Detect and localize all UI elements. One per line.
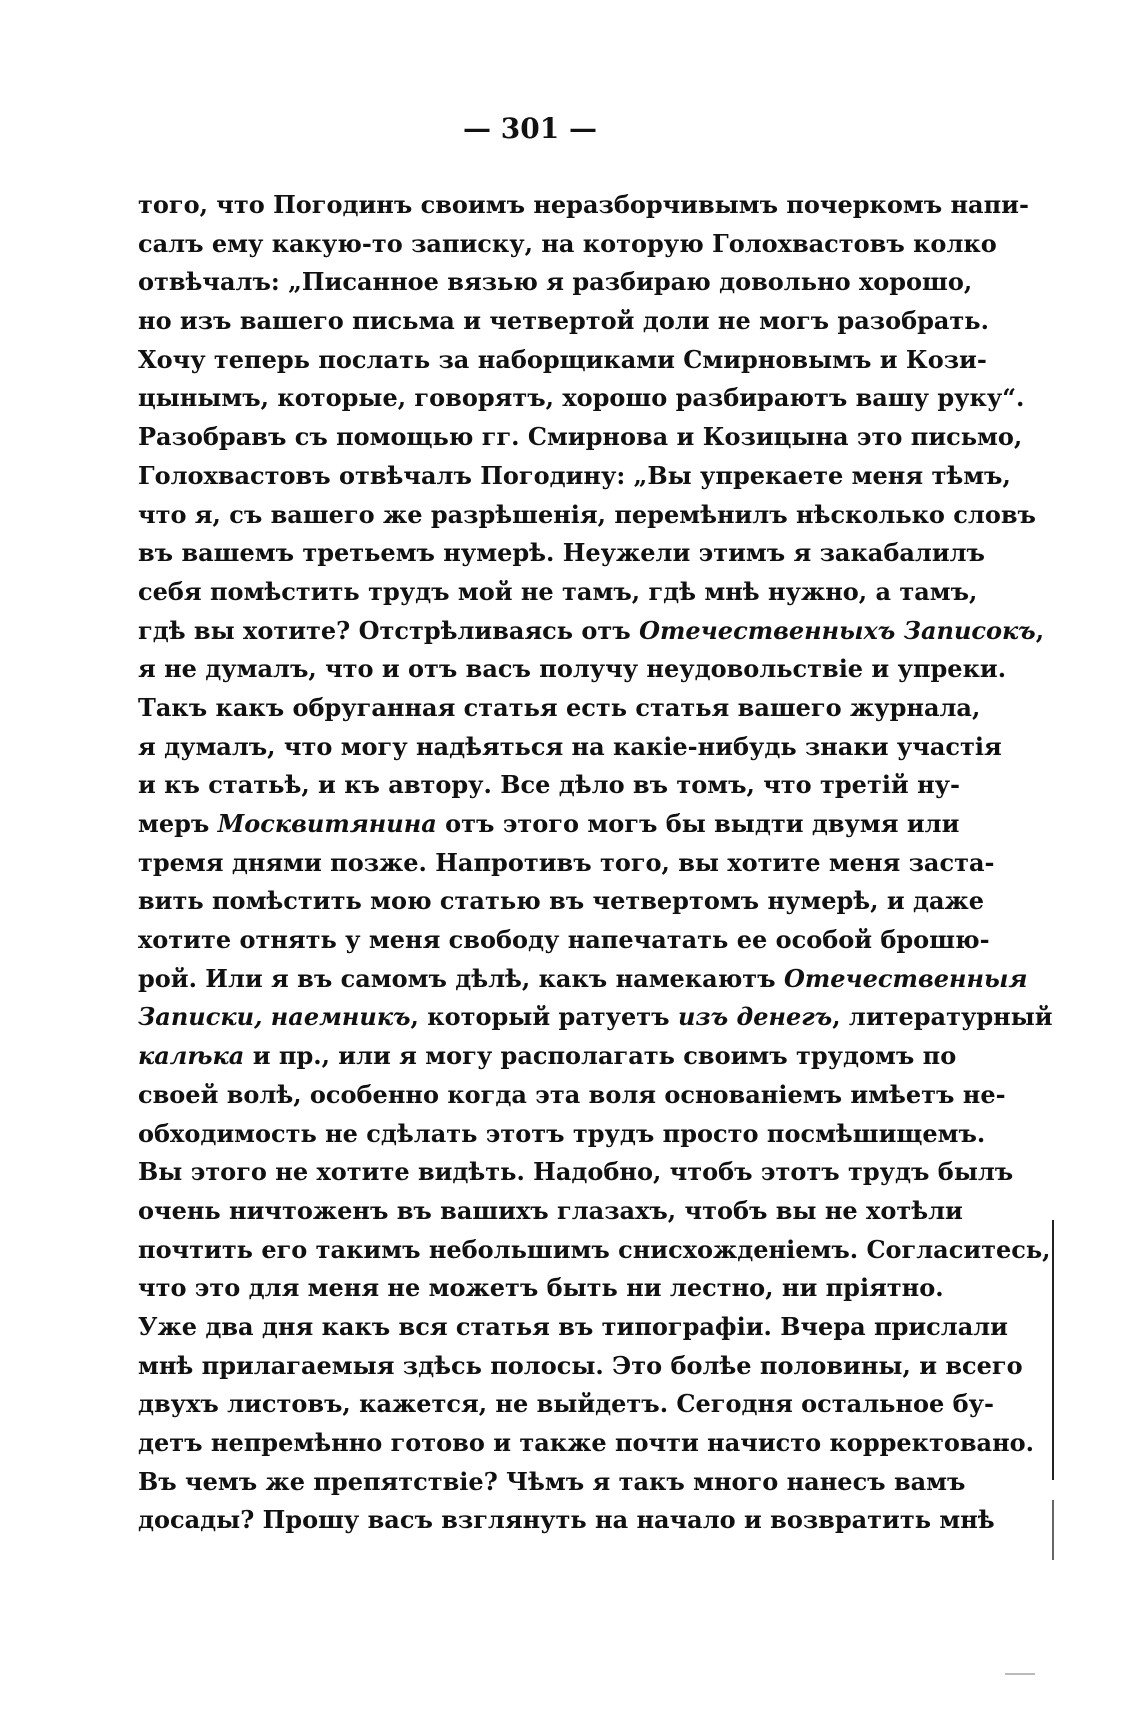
text-line: цынымъ, которые, говорятъ, хорошо разбираютъ вашу руку“. [138,383,1025,413]
text-line: калѣка и пр., или я могу располагать своимъ трудомъ по [138,1041,957,1071]
text-line: меръ Москвитянина отъ этого могъ бы выдти двумя или [138,809,960,838]
text-line: досады? Прошу васъ взглянуть на начало и возвратить мнѣ [138,1505,995,1535]
scan-edge-line [1052,1220,1054,1480]
italic-title: Записки, наемникъ [138,1002,411,1032]
italic-title: Отечественныя [783,963,1028,993]
italic-phrase: изъ денегъ [677,1002,833,1032]
text-line: Уже два дня какъ вся статья въ типографіи. Вчера прислали [138,1311,1008,1341]
text-line: тремя днями позже. Напротивъ того, вы хотите меня заста- [138,847,995,877]
text-line: салъ ему какую-то записку, на которую Голохвастовъ колко [138,228,997,258]
text-line: Записки, наемникъ, который ратуетъ изъ денегъ, литературный [138,1002,1053,1032]
text-line: своей волѣ, особенно когда эта воля основаніемъ имѣетъ не- [138,1079,1006,1109]
text-line: того, что Погодинъ своимъ неразборчивымъ почеркомъ напи- [138,190,1029,219]
body-text [138,186,1053,1540]
text-line: Разобравъ съ помощью гг. Смирнова и Козицына это письмо, [138,422,1023,452]
text-line: и къ статьѣ, и къ автору. Все дѣло въ томъ, что третій ну- [138,770,960,800]
italic-title: Отечественныхъ Записокъ [639,615,1036,645]
text-line: что это для меня не можетъ быть ни лестно, ни пріятно. [138,1273,944,1303]
text-line: мнѣ прилагаемыя здѣсь полосы. Это болѣе половины, и всего [138,1350,1023,1380]
text-line: рой. Или я въ самомъ дѣлѣ, какъ намекаютъ Отечественныя [138,963,1028,993]
text-line: хотите отнять у меня свободу напечатать ее особой брошю- [138,925,990,955]
text-line: обходимость не сдѣлать этотъ трудъ просто посмѣшищемъ. [138,1118,986,1148]
italic-phrase: калѣка [138,1041,245,1071]
scan-artifact [1005,1673,1035,1675]
text-line: я не думалъ, что и отъ васъ получу неудовольствіе и упреки. [138,654,1007,684]
italic-title: Москвитянина [217,809,437,838]
page-number: — 301 — [463,112,597,145]
text-line: гдѣ вы хотите? Отстрѣливаясь отъ Отечественныхъ Записокъ, [138,615,1045,645]
text-line: отвѣчалъ: „Писанное вязью я разбираю довольно хорошо, [138,267,973,297]
text-line: двухъ листовъ, кажется, не выйдетъ. Сегодня остальное бу- [138,1389,994,1419]
text-line: Вы этого не хотите видѣть. Надобно, чтобъ этотъ трудъ былъ [138,1157,1014,1187]
text-line: Такъ какъ обруганная статья есть статья вашего журнала, [138,692,981,722]
text-line: вить помѣстить мою статью въ четвертомъ нумерѣ, и даже [138,886,985,916]
text-line: я думалъ, что могу надѣяться на какіе-нибудь знаки участія [138,731,1002,761]
text-line: Хочу теперь послать за наборщиками Смирновымъ и Кози- [138,344,987,374]
text-line: но изъ вашего письма и четвертой доли не могъ разобрать. [138,306,989,336]
text-line: Голохвастовъ отвѣчалъ Погодину: „Вы упрекаете меня тѣмъ, [138,460,1011,490]
scan-edge-line [1052,1500,1054,1560]
text-line: себя помѣстить трудъ мой не тамъ, гдѣ мнѣ нужно, а тамъ, [138,576,978,606]
text-line: что я, съ вашего же разрѣшенія, перемѣнилъ нѣсколько словъ [138,499,1036,529]
text-line: въ вашемъ третьемъ нумерѣ. Неужели этимъ я закабалилъ [138,538,985,568]
text-line: очень ничтоженъ въ вашихъ глазахъ, чтобъ вы не хотѣли [138,1195,963,1225]
text-line: почтить его такимъ небольшимъ снисхожденіемъ. Согласитесь, [138,1234,1051,1264]
text-line: Въ чемъ же препятствіе? Чѣмъ я такъ много нанесъ вамъ [138,1466,966,1496]
text-line: детъ непремѣнно готово и также почти начисто корректовано. [138,1428,1035,1457]
